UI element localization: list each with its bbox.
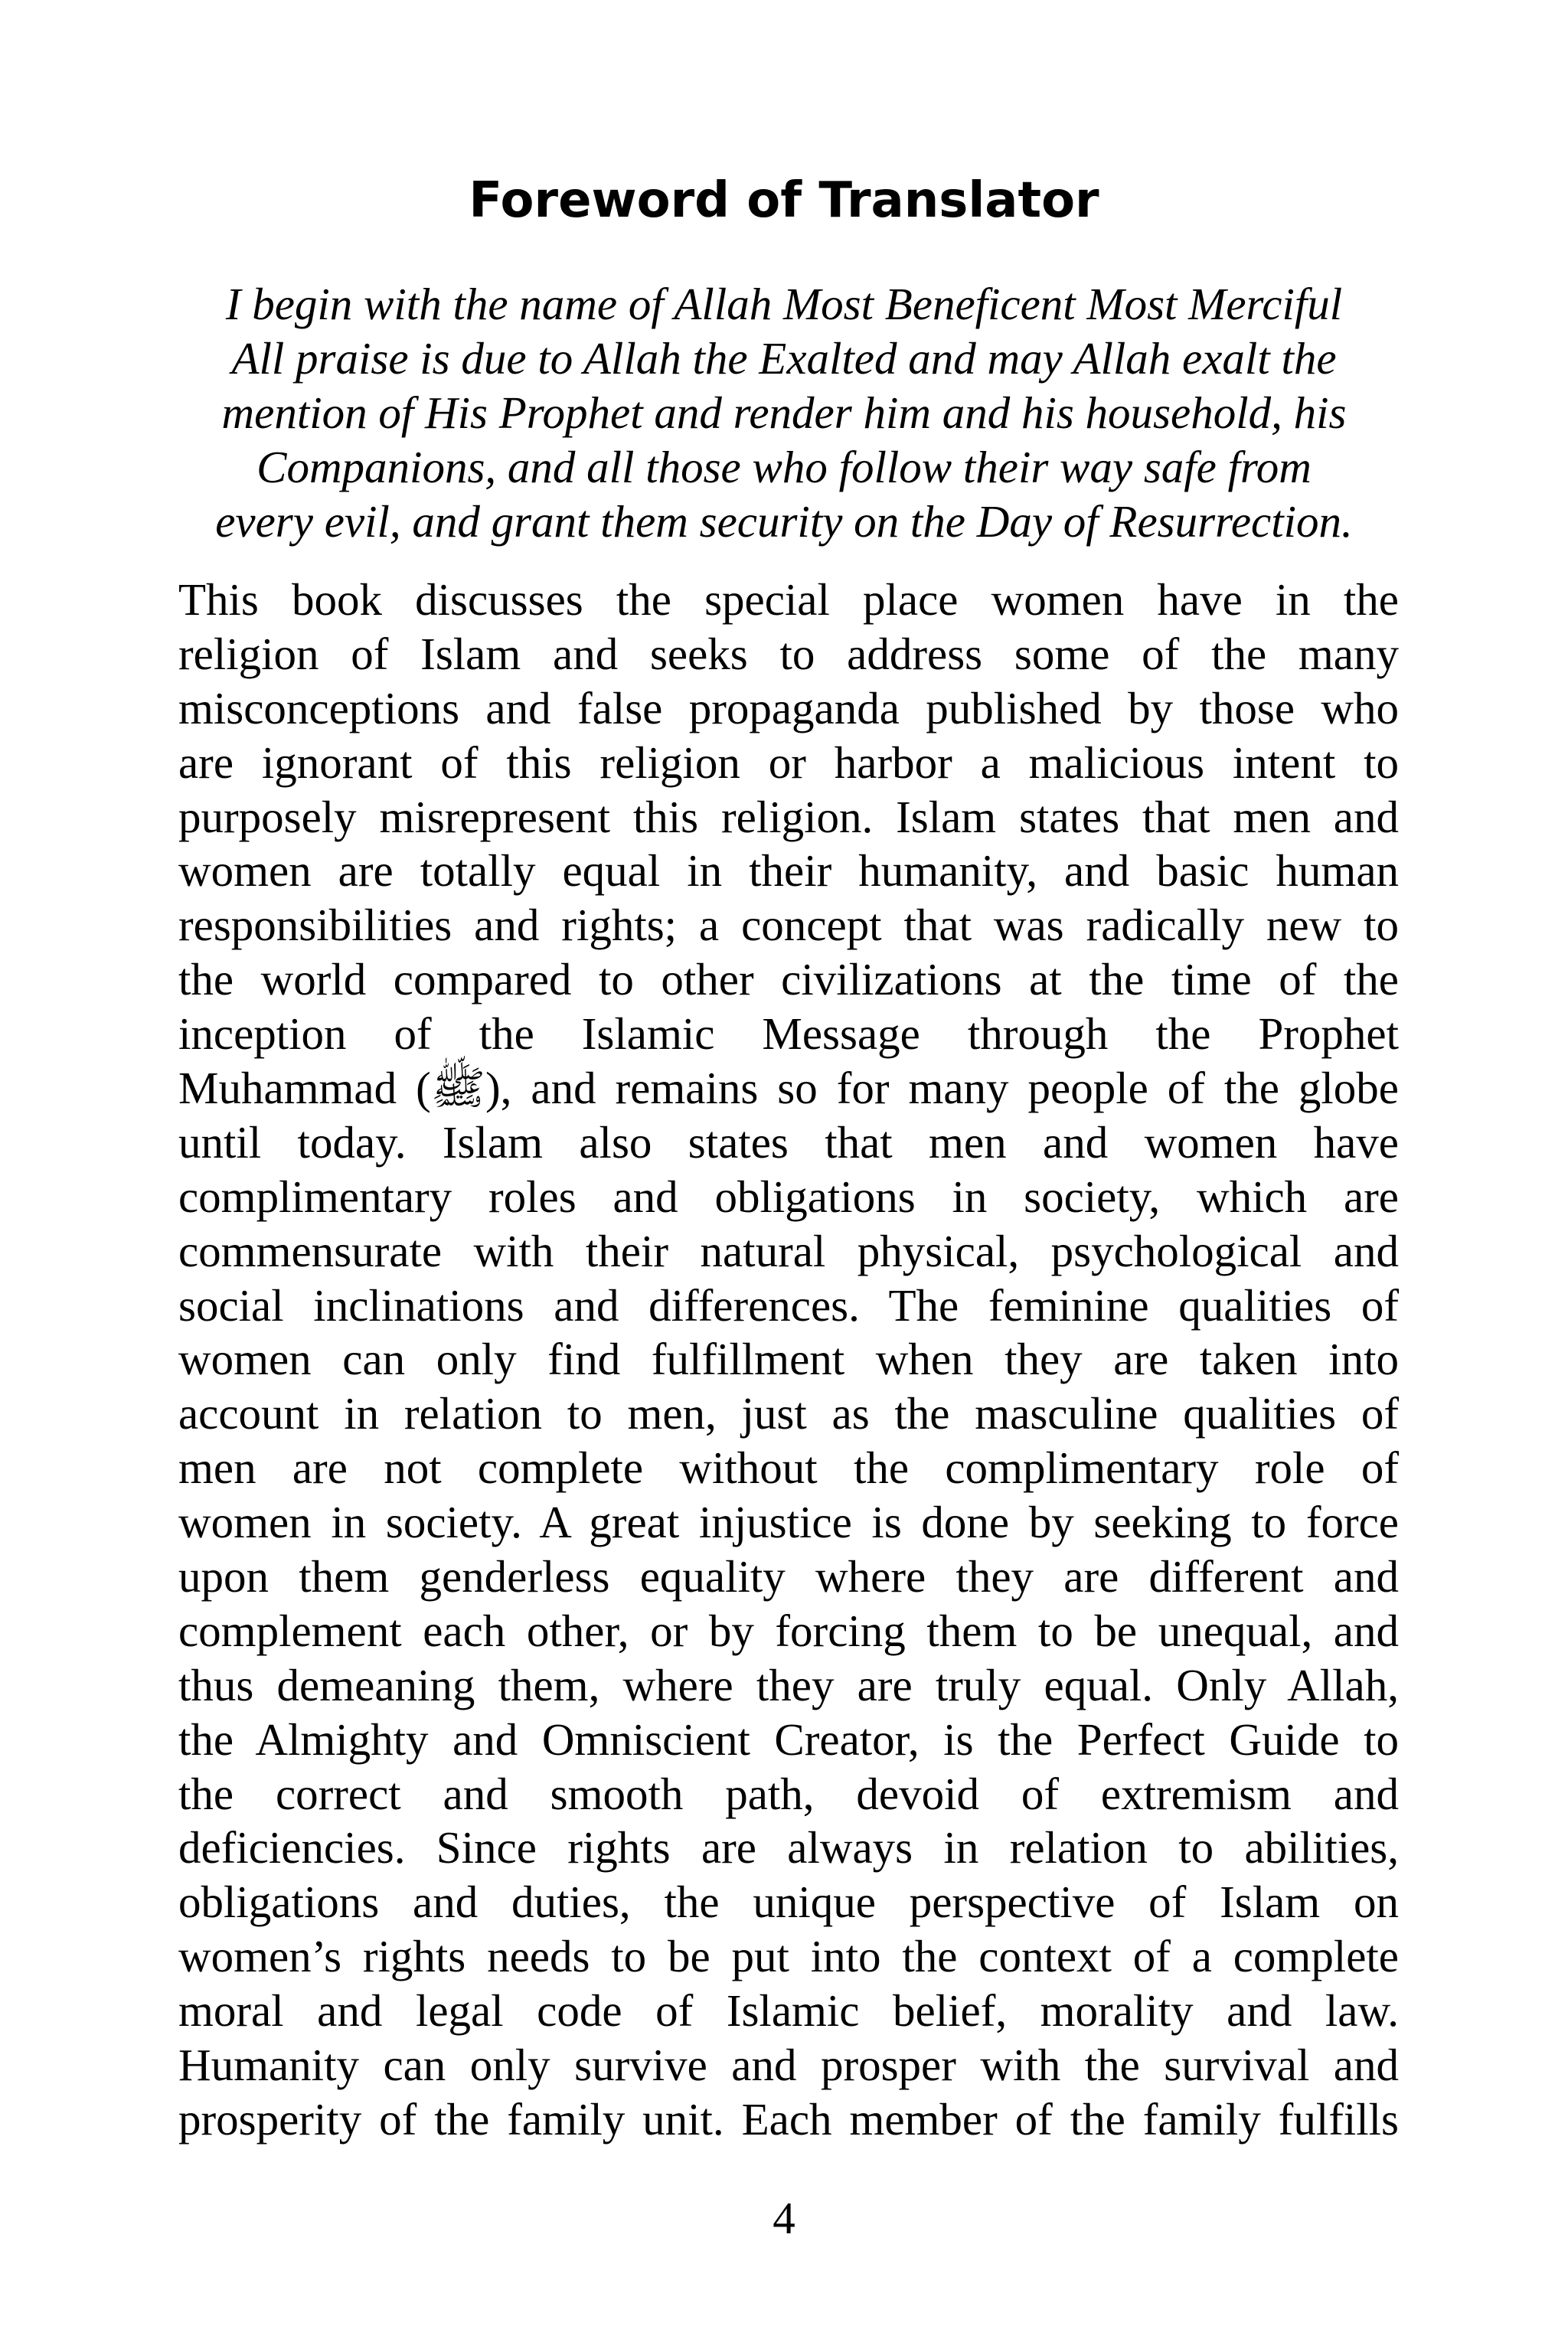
page-title: Foreword of Translator [469,172,1099,229]
body-line: moral and legal code of Islamic belief, morality and law. [178,1985,1399,2037]
invocation-line: Companions, and all those who follow their way safe from [256,442,1312,492]
invocation-line: All praise is due to Allah the Exalted and may Allah exalt the [231,333,1337,384]
body-line: This book discusses the special place women have in the [178,574,1399,625]
page-number: 4 [773,2193,795,2243]
invocation-line: I begin with the name of Allah Most Beneficent Most Merciful [225,279,1343,329]
body-line: prosperity of the family unit. Each member of the family fulfills [178,2093,1399,2145]
body-line: purposely misrepresent this religion. Islam states that men and [178,791,1399,842]
body-line: thus demeaning them, where they are truly equal. Only Allah, [178,1659,1399,1710]
body-line: the correct and smooth path, devoid of extremism and [178,1768,1399,1819]
body-line: inception of the Islamic Message through the Prophet [178,1008,1399,1060]
body-line: women are totally equal in their humanity, and basic human [178,845,1399,897]
body-line: men are not complete without the complimentary role of [178,1442,1399,1494]
body-paragraph [178,573,1399,2147]
body-line: upon them genderless equality where they are different and [178,1551,1399,1602]
body-line: commensurate with their natural physical, psychological and [178,1225,1399,1276]
body-line: the Almighty and Omniscient Creator, is the Perfect Guide to [178,1713,1399,1765]
body-line: social inclinations and differences. The feminine qualities of [178,1279,1399,1331]
body-line: Humanity can only survive and prosper with the survival and [178,2040,1399,2091]
body-line: Muhammad (ﷺ), and remains so for many people of the globe [178,1063,1399,1114]
invocation-paragraph [138,277,1430,549]
body-line: until today. Islam also states that men and women have [178,1116,1399,1168]
body-line: responsibilities and rights; a concept that was radically new to [178,900,1399,951]
body-line: misconceptions and false propaganda published by those who [178,682,1399,733]
body-line: religion of Islam and seeks to address some of the many [178,628,1399,679]
body-line: account in relation to men, just as the masculine qualities of [178,1388,1399,1439]
body-line: women can only find fulfillment when they are taken into [178,1334,1399,1385]
body-line: complement each other, or by forcing them to be unequal, and [178,1605,1399,1656]
body-line: deficiencies. Since rights are always in relation to abilities, [178,1822,1399,1873]
body-line: women’s rights needs to be put into the context of a complete [178,1931,1399,1982]
body-line: obligations and duties, the unique perspective of Islam on [178,1877,1399,1928]
invocation-line: every evil, and grant them security on the Day of Resurrection. [215,496,1353,547]
body-line: complimentary roles and obligations in society, which are [178,1171,1399,1222]
body-line: women in society. A great injustice is done by seeking to force [178,1497,1399,1548]
body-line: the world compared to other civilizations at the time of the [178,954,1399,1005]
body-line: are ignorant of this religion or harbor a malicious intent to [178,737,1399,788]
invocation-line: mention of His Prophet and render him and his household, his [221,387,1347,438]
